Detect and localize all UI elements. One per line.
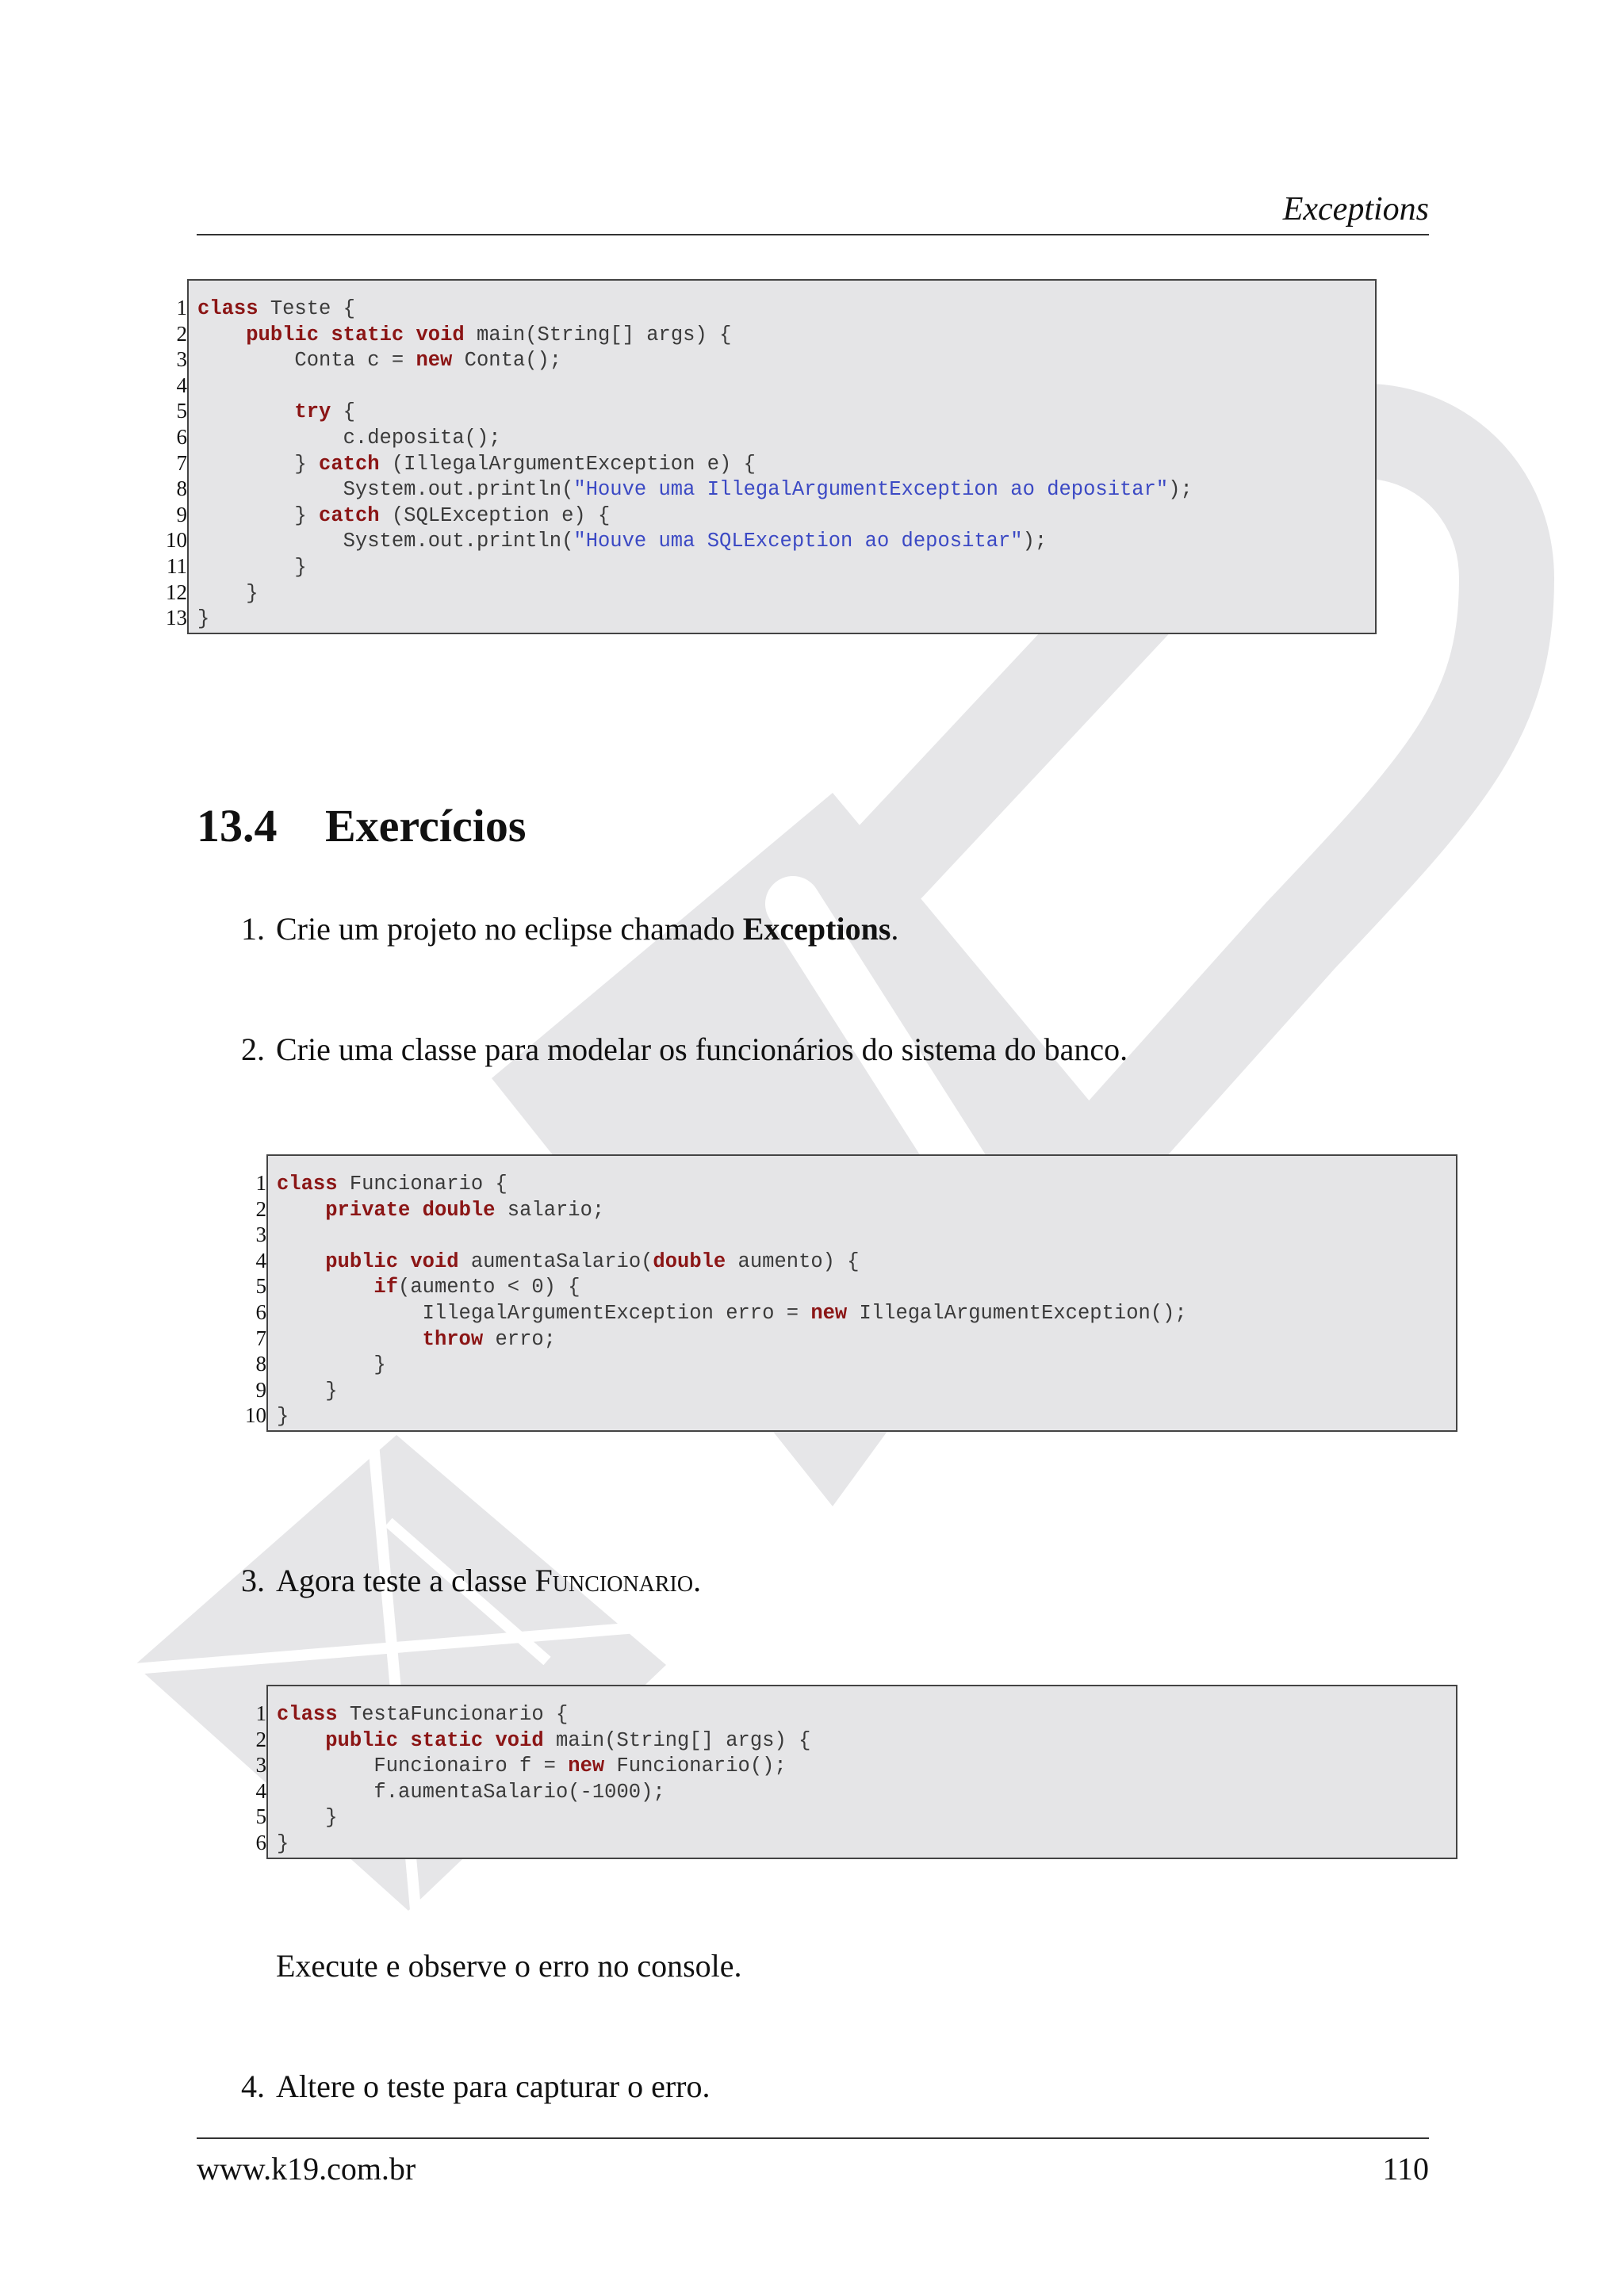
code-box bbox=[266, 1154, 1457, 1432]
code-text bbox=[277, 1199, 325, 1222]
line-number: 12 bbox=[166, 580, 187, 604]
line-number: 2 bbox=[255, 1727, 266, 1751]
line-number: 8 bbox=[255, 1352, 266, 1376]
code-text: System.out.println( bbox=[197, 530, 574, 553]
code-line bbox=[277, 1728, 810, 1755]
page-number: 110 bbox=[1382, 2151, 1429, 2187]
code-line bbox=[197, 297, 1193, 323]
code-line bbox=[277, 1702, 810, 1728]
code-text: } bbox=[277, 1379, 338, 1402]
section-number: 13.4 bbox=[197, 800, 278, 851]
code-text: c.deposita(); bbox=[197, 426, 501, 450]
code-text: aumentaSalario( bbox=[458, 1249, 653, 1273]
exercise-2 bbox=[225, 1027, 1128, 1072]
code-keyword: void bbox=[416, 323, 465, 346]
code-line bbox=[197, 607, 1193, 633]
code-keyword: catch bbox=[319, 503, 380, 527]
code-keyword: void bbox=[495, 1728, 544, 1752]
exercise-text: Crie uma classe para modelar os funcionários do sistema do banco. bbox=[276, 1031, 1128, 1067]
code-text: (aumento < 0) { bbox=[398, 1276, 580, 1299]
code-keyword: new bbox=[416, 349, 453, 373]
code-text bbox=[277, 1729, 325, 1752]
line-number: 3 bbox=[255, 1753, 266, 1777]
code-text: f.aumentaSalario(-1000); bbox=[277, 1780, 665, 1804]
list-marker: 1. bbox=[241, 911, 265, 947]
code-text bbox=[197, 323, 246, 346]
code-text bbox=[277, 1276, 373, 1299]
code-text bbox=[398, 1250, 410, 1273]
code-lines bbox=[277, 1172, 1187, 1430]
code-text: TestaFuncionario { bbox=[337, 1703, 569, 1726]
code-line bbox=[197, 348, 1193, 374]
code-text: Funcionario { bbox=[337, 1173, 508, 1196]
line-number: 1 bbox=[255, 1171, 266, 1195]
code-line bbox=[197, 529, 1193, 555]
code-text bbox=[404, 323, 416, 346]
code-keyword: void bbox=[410, 1249, 459, 1273]
list-marker: 4. bbox=[241, 2068, 265, 2104]
code-keyword: try bbox=[294, 400, 331, 424]
code-keyword: public bbox=[325, 1249, 399, 1273]
code-keyword: catch bbox=[319, 452, 380, 476]
code-listing-teste bbox=[152, 279, 1377, 634]
code-line bbox=[277, 1301, 1187, 1327]
code-keyword: class bbox=[277, 1703, 338, 1726]
line-number: 13 bbox=[166, 606, 187, 630]
line-numbers bbox=[232, 1701, 266, 1856]
code-text: main(String[] args) { bbox=[543, 1728, 811, 1752]
code-text: } bbox=[197, 581, 259, 605]
code-line bbox=[277, 1404, 1187, 1430]
code-line bbox=[277, 1379, 1187, 1405]
line-number: 4 bbox=[255, 1778, 266, 1803]
code-text: main(String[] args) { bbox=[464, 323, 732, 346]
code-text: } bbox=[197, 555, 307, 579]
code-text: erro; bbox=[483, 1327, 556, 1351]
line-number: 8 bbox=[176, 476, 187, 501]
code-text: System.out.println( bbox=[197, 478, 574, 502]
line-number: 10 bbox=[166, 528, 187, 553]
code-text: { bbox=[331, 400, 355, 424]
code-text: Funcionario(); bbox=[604, 1755, 787, 1778]
code-line bbox=[277, 1249, 1187, 1276]
code-line bbox=[277, 1198, 1187, 1224]
code-text: IllegalArgumentException erro = bbox=[277, 1301, 811, 1325]
code-text bbox=[483, 1729, 495, 1752]
line-number: 4 bbox=[176, 373, 187, 397]
code-line bbox=[277, 1172, 1187, 1198]
code-text: } bbox=[277, 1353, 386, 1377]
code-text: Conta c = bbox=[197, 349, 416, 373]
line-number: 9 bbox=[176, 502, 187, 526]
list-marker: 3. bbox=[241, 1563, 265, 1598]
line-numbers bbox=[152, 295, 187, 631]
code-text: Funcionairo f = bbox=[277, 1755, 569, 1778]
code-box bbox=[187, 279, 1377, 634]
line-number: 1 bbox=[176, 296, 187, 320]
line-number: 3 bbox=[176, 347, 187, 372]
line-number: 7 bbox=[255, 1326, 266, 1350]
code-text: } bbox=[277, 1405, 289, 1429]
code-text: salario; bbox=[495, 1198, 605, 1222]
code-keyword: double bbox=[422, 1198, 496, 1222]
code-line bbox=[197, 477, 1193, 503]
code-text: Conta(); bbox=[452, 349, 562, 373]
code-line bbox=[197, 555, 1193, 581]
project-name: Exceptions bbox=[742, 911, 891, 947]
code-keyword: new bbox=[568, 1755, 605, 1778]
code-text: } bbox=[277, 1831, 289, 1855]
class-name: Funcionario bbox=[534, 1563, 694, 1598]
footer-url[interactable]: www.k19.com.br bbox=[197, 2151, 416, 2187]
code-text: IllegalArgumentException(); bbox=[847, 1301, 1187, 1325]
code-line bbox=[277, 1754, 810, 1780]
code-keyword: throw bbox=[422, 1327, 484, 1351]
line-number: 6 bbox=[255, 1299, 266, 1324]
code-line bbox=[277, 1327, 1187, 1353]
code-lines bbox=[277, 1702, 810, 1858]
code-string: "Houve uma IllegalArgumentException ao depositar" bbox=[573, 478, 1169, 502]
code-text: aumento) { bbox=[726, 1249, 860, 1273]
code-line bbox=[197, 400, 1193, 426]
line-numbers bbox=[232, 1170, 266, 1429]
code-line bbox=[277, 1223, 1187, 1249]
code-line bbox=[197, 374, 1193, 400]
code-string: "Houve uma SQLException ao depositar" bbox=[573, 530, 1023, 553]
code-text bbox=[197, 400, 294, 423]
line-number: 9 bbox=[255, 1377, 266, 1402]
list-marker: 2. bbox=[241, 1031, 265, 1067]
code-keyword: static bbox=[331, 323, 404, 346]
header-rule bbox=[197, 234, 1429, 235]
code-line bbox=[197, 452, 1193, 478]
code-line bbox=[197, 426, 1193, 452]
exercise-text-end: . bbox=[693, 1563, 702, 1598]
exercise-text: Altere o teste para capturar o erro. bbox=[276, 2068, 710, 2104]
line-number: 10 bbox=[245, 1403, 266, 1428]
note-paragraph: Execute e observe o erro no console. bbox=[276, 1948, 742, 1984]
line-number: 2 bbox=[176, 321, 187, 346]
code-keyword: static bbox=[410, 1728, 484, 1752]
code-text: } bbox=[277, 1806, 338, 1830]
code-text: ); bbox=[1022, 530, 1048, 553]
code-text: ); bbox=[1168, 478, 1193, 502]
section-title: Exercícios bbox=[325, 800, 527, 851]
exercise-1 bbox=[225, 907, 898, 951]
code-text: } bbox=[197, 503, 320, 527]
code-listing-testafuncionario bbox=[232, 1685, 1457, 1859]
code-keyword: private bbox=[325, 1198, 411, 1222]
code-keyword: public bbox=[325, 1728, 399, 1752]
exercise-text: Agora teste a classe bbox=[276, 1563, 535, 1598]
code-line bbox=[277, 1353, 1187, 1379]
line-number: 3 bbox=[255, 1223, 266, 1247]
code-text: (IllegalArgumentException e) { bbox=[379, 452, 756, 476]
running-header: Exceptions bbox=[1282, 191, 1429, 228]
code-box bbox=[266, 1685, 1457, 1859]
line-number: 11 bbox=[167, 553, 187, 578]
exercise-text: Crie um projeto no eclipse chamado bbox=[276, 911, 743, 947]
exercise-text-end: . bbox=[891, 911, 899, 947]
line-number: 1 bbox=[255, 1701, 266, 1725]
code-line bbox=[277, 1780, 810, 1806]
exercise-4 bbox=[225, 2064, 710, 2109]
code-line bbox=[197, 323, 1193, 349]
line-number: 7 bbox=[176, 450, 187, 475]
code-keyword: class bbox=[277, 1173, 338, 1196]
code-line bbox=[197, 503, 1193, 530]
code-text bbox=[277, 1328, 423, 1351]
line-number: 5 bbox=[176, 399, 187, 423]
line-number: 6 bbox=[255, 1830, 266, 1854]
section-heading bbox=[197, 794, 526, 858]
code-text bbox=[319, 323, 331, 346]
line-number: 5 bbox=[255, 1804, 266, 1829]
code-listing-funcionario bbox=[232, 1154, 1457, 1432]
line-number: 2 bbox=[255, 1196, 266, 1221]
line-number: 6 bbox=[176, 424, 187, 449]
exercise-3 bbox=[225, 1559, 701, 1603]
code-keyword: public bbox=[246, 323, 320, 346]
footer-rule bbox=[197, 2137, 1429, 2139]
code-keyword: new bbox=[810, 1301, 848, 1325]
line-number: 5 bbox=[255, 1274, 266, 1299]
code-text bbox=[277, 1250, 325, 1273]
code-line bbox=[277, 1805, 810, 1831]
code-keyword: class bbox=[197, 297, 259, 320]
code-text bbox=[398, 1729, 410, 1752]
code-text: Teste { bbox=[258, 297, 355, 320]
code-text: } bbox=[197, 607, 210, 631]
code-line bbox=[277, 1831, 810, 1858]
code-keyword: double bbox=[653, 1249, 726, 1273]
code-keyword: if bbox=[373, 1276, 399, 1299]
code-line bbox=[277, 1275, 1187, 1301]
code-line bbox=[197, 581, 1193, 607]
code-text: } bbox=[197, 452, 320, 476]
code-text: (SQLException e) { bbox=[379, 503, 611, 527]
code-lines bbox=[197, 297, 1193, 633]
line-number: 4 bbox=[255, 1248, 266, 1272]
code-text bbox=[410, 1199, 422, 1222]
